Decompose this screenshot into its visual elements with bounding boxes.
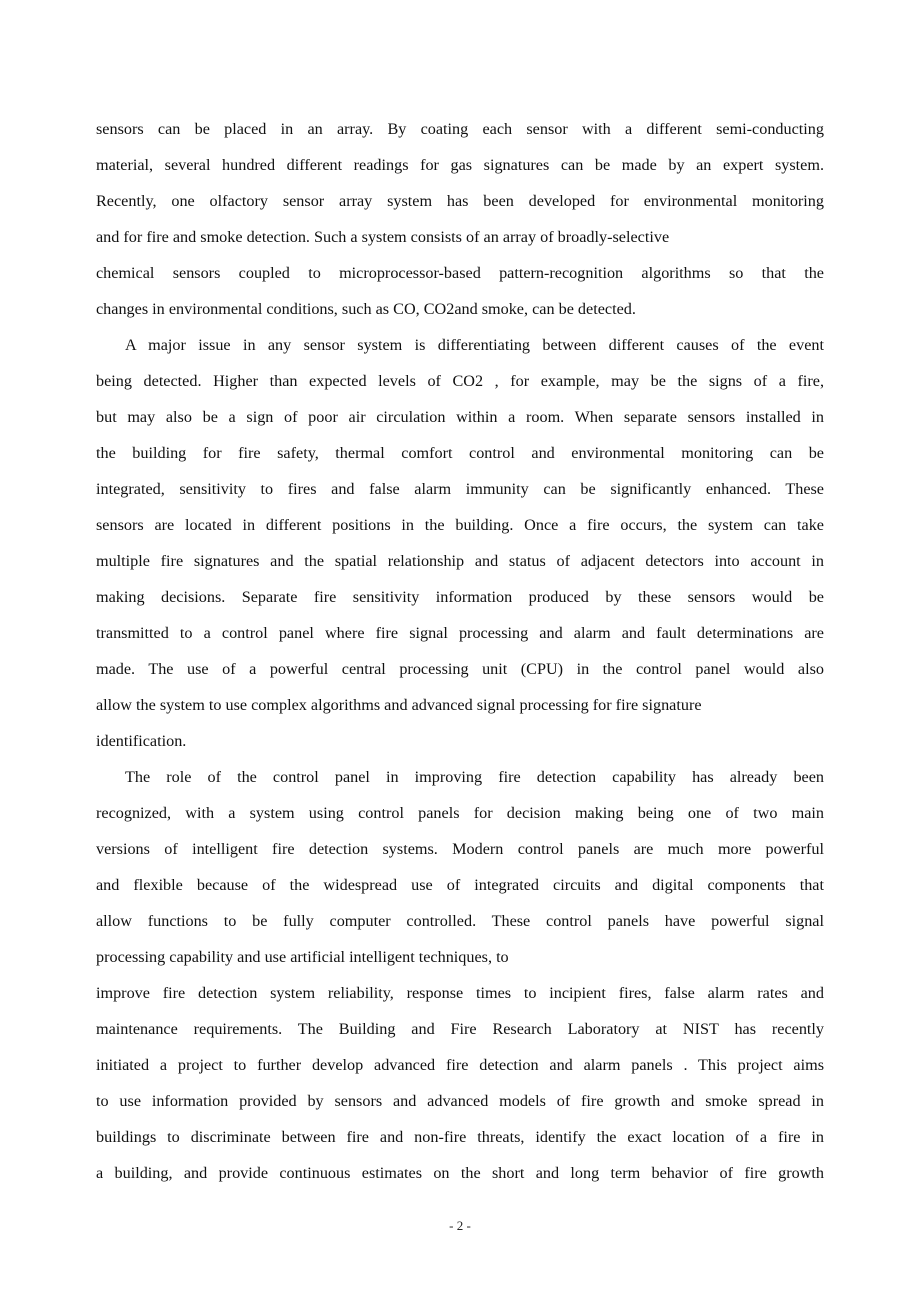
text-line: integrated, sensitivity to fires and false alarm immunity can be significantly enhanced. These (96, 480, 824, 498)
paragraph (96, 975, 824, 1191)
text-line: transmitted to a control panel where fire signal processing and alarm and fault determinations are (96, 624, 824, 642)
text-line: processing capability and use artificial intelligent techniques, to (96, 948, 509, 966)
text-line: being detected. Higher than expected levels of CO2 , for example, may be the signs of a fire, (96, 372, 824, 390)
text-line: material, several hundred different readings for gas signatures can be made by an expert system. (96, 156, 824, 174)
text-line: sensors are located in different positions in the building. Once a fire occurs, the system can take (96, 516, 824, 534)
body-text (96, 111, 824, 1191)
paragraph (96, 327, 824, 759)
text-line: made. The use of a powerful central processing unit (CPU) in the control panel would also (96, 660, 824, 678)
text-line: but may also be a sign of poor air circulation within a room. When separate sensors installed in (96, 408, 824, 426)
text-line: improve fire detection system reliability, response times to incipient fires, false alarm rates and (96, 984, 824, 1002)
text-line: sensors can be placed in an array. By coating each sensor with a different semi-conducting (96, 120, 824, 138)
text-line: buildings to discriminate between fire and non-fire threats, identify the exact location of a fire in (96, 1128, 824, 1146)
text-line: making decisions. Separate fire sensitivity information produced by these sensors would be (96, 588, 824, 606)
text-line: to use information provided by sensors and advanced models of fire growth and smoke spread in (96, 1092, 824, 1110)
text-line: initiated a project to further develop advanced fire detection and alarm panels . This project aims (96, 1056, 824, 1074)
page-number: - 2 - (449, 1218, 471, 1233)
text-line: allow the system to use complex algorithms and advanced signal processing for fire signature (96, 696, 702, 714)
text-line: maintenance requirements. The Building and Fire Research Laboratory at NIST has recently (96, 1020, 824, 1038)
text-line: identification. (96, 732, 187, 750)
text-line: the building for fire safety, thermal comfort control and environmental monitoring can be (96, 444, 824, 462)
text-line: A major issue in any sensor system is differentiating between different causes of the event (125, 336, 824, 354)
text-line: recognized, with a system using control panels for decision making being one of two main (96, 804, 824, 822)
text-line: and flexible because of the widespread use of integrated circuits and digital components that (96, 876, 824, 894)
text-line: multiple fire signatures and the spatial relationship and status of adjacent detectors into account in (96, 552, 824, 570)
paragraph (96, 111, 824, 327)
text-line: The role of the control panel in improving fire detection capability has already been (125, 768, 824, 786)
paragraph (96, 759, 824, 975)
text-line: changes in environmental conditions, such as CO, CO2and smoke, can be detected. (96, 300, 636, 318)
text-line: a building, and provide continuous estimates on the short and long term behavior of fire growth (96, 1164, 824, 1182)
text-line: Recently, one olfactory sensor array system has been developed for environmental monitoring (96, 192, 824, 210)
text-line: and for fire and smoke detection. Such a system consists of an array of broadly-selective (96, 228, 670, 246)
text-line: allow functions to be fully computer controlled. These control panels have powerful signal (96, 912, 824, 930)
text-line: chemical sensors coupled to microprocessor-based pattern-recognition algorithms so that the (96, 264, 824, 282)
text-line: versions of intelligent fire detection systems. Modern control panels are much more powerful (96, 840, 824, 858)
